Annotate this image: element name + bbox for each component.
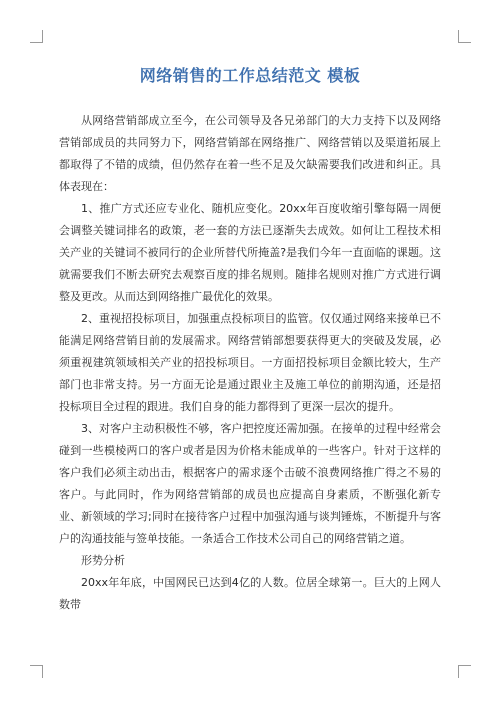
crop-mark-bottom-right — [458, 665, 471, 678]
crop-mark-bottom-left — [30, 665, 43, 678]
paragraph-point-1: 1、推广方式还应专业化、随机应变化。20xx年百度收缩引擎每隔一周便会调整关键词排名的政策，老一套的方法已逐渐失去成效。如何让工程技术相关产业的关键词不被同行的企业所替代所掩盖?是我们今年一直面临的课题。这就需要我们不断去研究去观察百度的排名规则。随排名规则对推广方式进行调整及更改。从而达到网络推广最优化的效果。 — [59, 202, 441, 303]
crop-mark-top-right — [458, 30, 471, 43]
paragraph-situation: 20xx年年底，中国网民已达到4亿的人数。位居全球第一。巨大的上网人数带 — [59, 576, 441, 611]
section-heading: 形势分析 — [81, 554, 125, 567]
document-title: 网络销售的工作总结范文 模板 — [139, 66, 361, 85]
paragraph-point-3: 3、对客户主动积极性不够，客户把控度还需加强。在接单的过程中经常会碰到一些模棱两口的客户或者是因为价格未能成单的一些客户。针对于这样的客户我们必须主动出击，根据客户的需求逐个击破不浪费网络推广得之不易的客户。与此同时，作为网络营销部的成员也应提高自身素质，不断强化新专业、新领域的学习;同时在接待客户过程中加强沟通与谈判锤炼，不断提升与客户的沟通技能与签单技能。一条适合工作技术公司自己的网络营销之道。 — [59, 422, 441, 545]
paragraph-point-2: 2、重视招投标项目，加强重点投标项目的监管。仅仅通过网络来接单已不能满足网络营销目前的发展需求。网络营销部想要获得更大的突破及发展，必须重视建筑领域相关产业的招投标项目。一方面招投标项目金额比较大，生产部门也非常支持。另一方面无论是通过跟业主及施工单位的前期沟通，还是招投标项目全过程的跟进。我们自身的能力都得到了更深一层次的提升。 — [59, 312, 441, 413]
document-body — [59, 110, 441, 616]
paragraph-intro: 从网络营销部成立至今，在公司领导及各兄弟部门的大力支持下以及网络营销部成员的共同努力下，网络营销部在网络推广、网络营销以及渠道拓展上都取得了不错的成绩，但仍然存在着一些不足及欠缺需要我们改进和纠正。具体表现在： — [59, 114, 441, 193]
crop-mark-top-left — [30, 30, 43, 43]
